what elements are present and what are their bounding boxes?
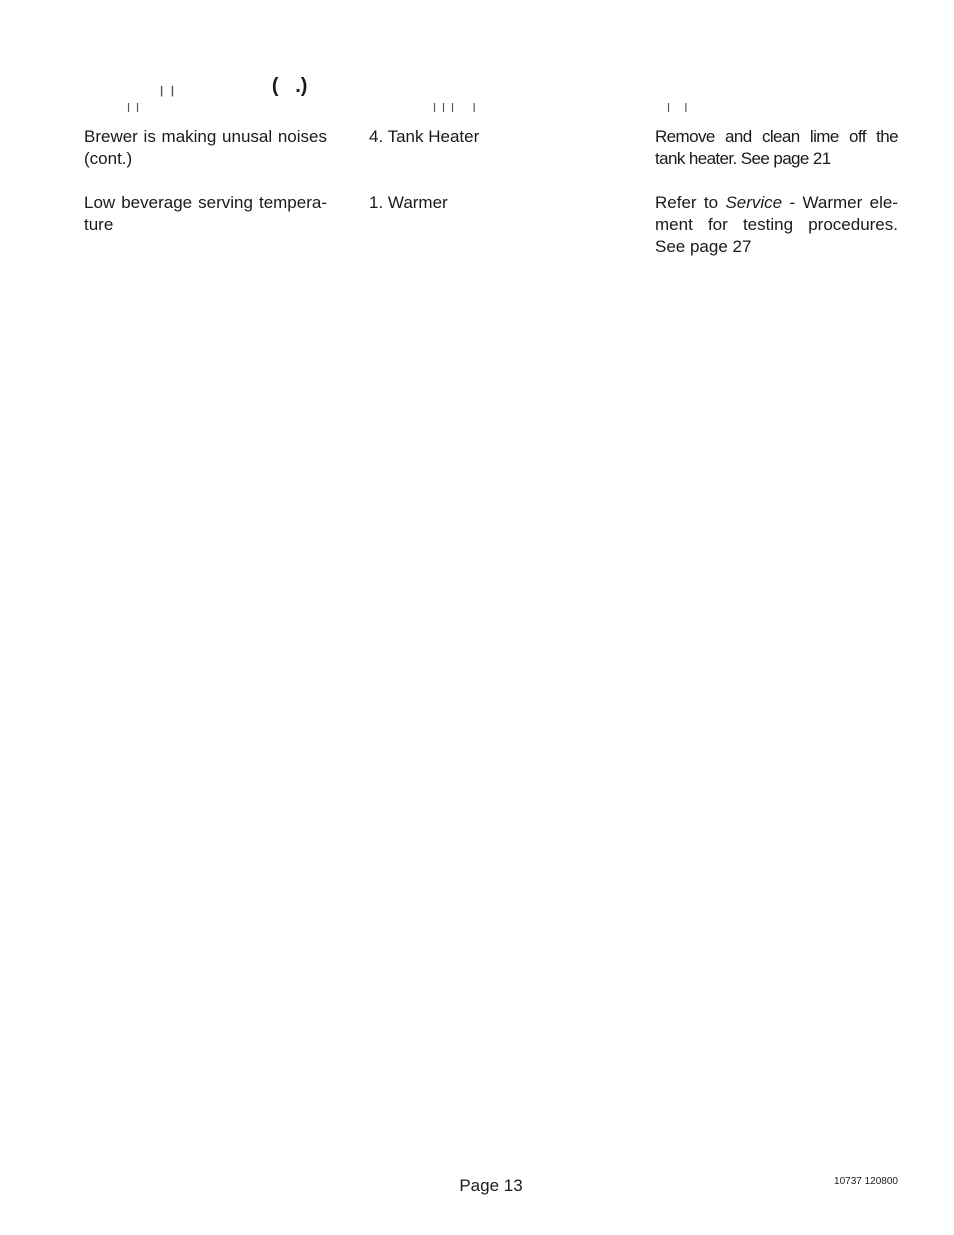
title-text: ( .) (271, 75, 308, 97)
problem-cell: Low beverage serving tempera-ture (84, 193, 327, 234)
column-header-remedy: ╷ ╷ (664, 95, 691, 112)
table-row (0, 192, 954, 258)
column-headers (0, 94, 954, 114)
document-code: 10737 120800 (834, 1176, 898, 1187)
column-header-problem: ╷╷ (124, 95, 143, 112)
title-faded-marks: ╷╷ (156, 76, 178, 96)
remedy-prefix: Refer to (655, 193, 726, 212)
cause-cell: 4. Tank Heater (369, 127, 480, 146)
problem-cell: Brewer is making unusal noises (cont.) (84, 127, 327, 168)
page-number: Page 13 (459, 1176, 523, 1195)
remedy-suffix: - Warmer ele-ment for testing procedures. See page 27 (655, 193, 898, 256)
remedy-cell: Remove and clean lime off the tank heater. See page 21 (655, 127, 898, 168)
table-row (0, 126, 954, 171)
remedy-cell (655, 192, 898, 258)
remedy-service-emphasis: Service (725, 193, 783, 212)
troubleshooting-table (0, 126, 954, 258)
cause-cell: 1. Warmer (369, 193, 448, 212)
column-header-cause: ╷╷╷ ╷ (430, 95, 479, 112)
